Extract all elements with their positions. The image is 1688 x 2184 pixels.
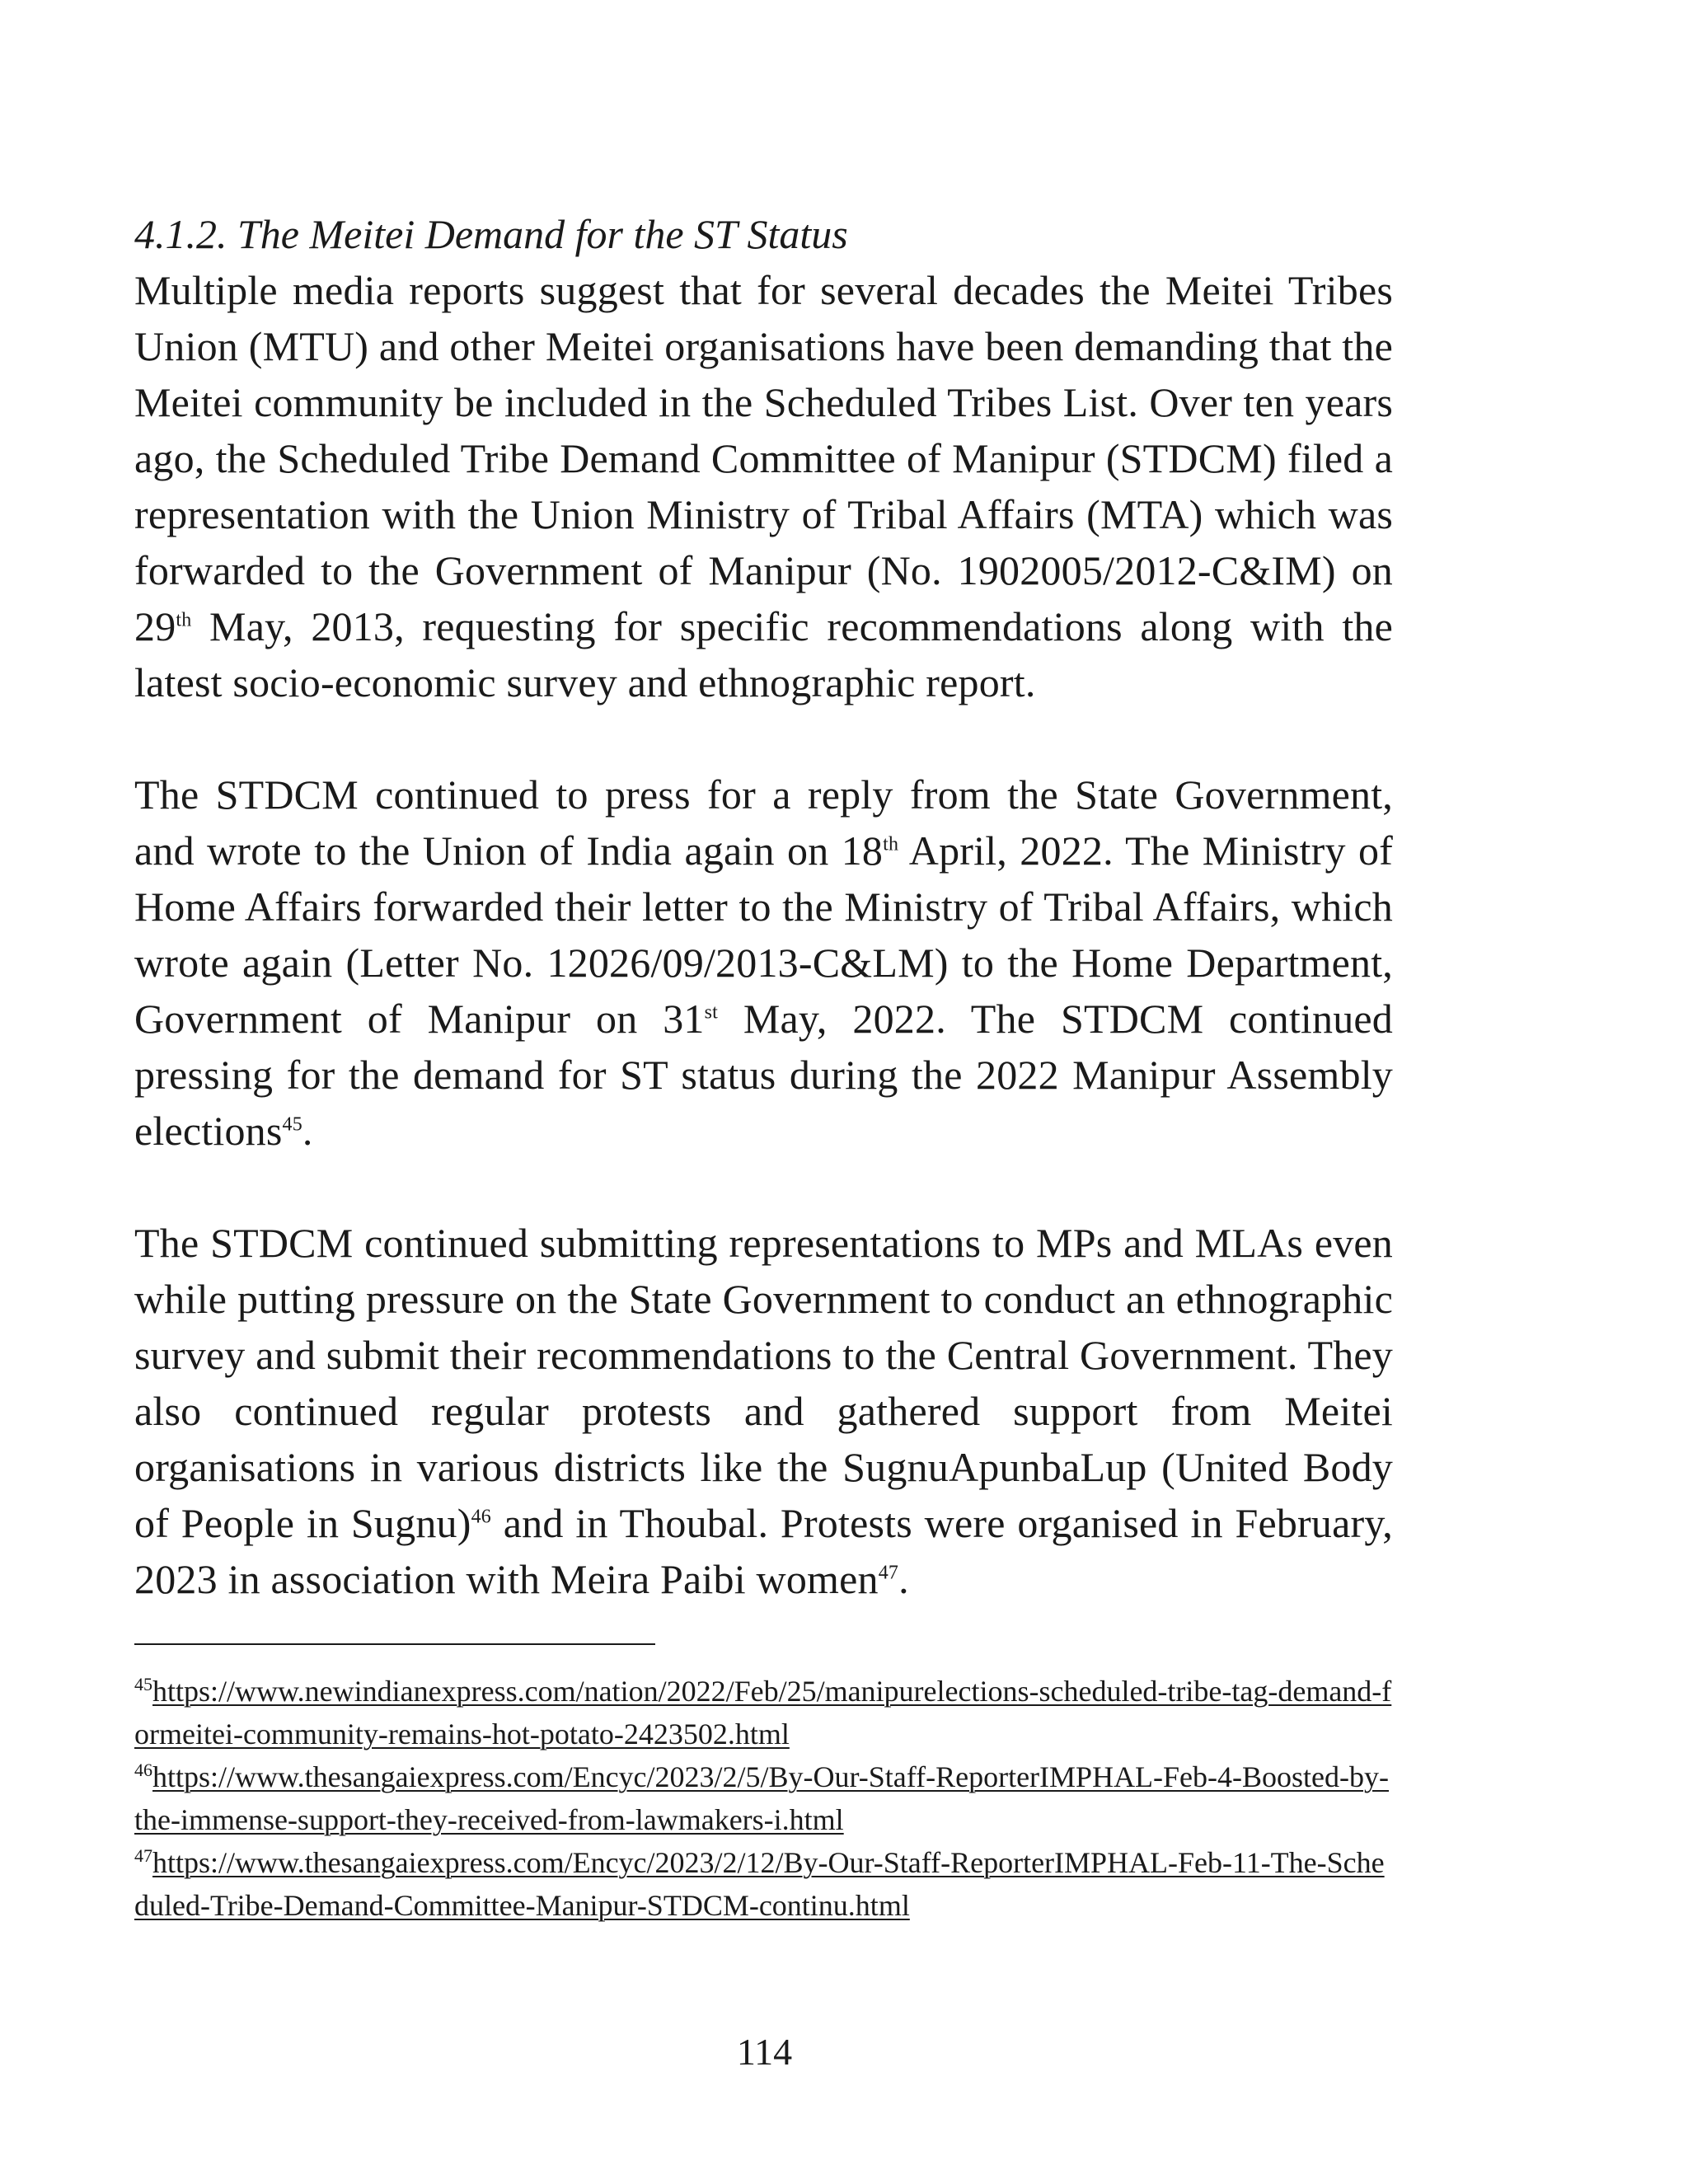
footnote-ref-47[interactable]: 47: [878, 1562, 899, 1584]
footnote-ref-45[interactable]: 45: [282, 1113, 302, 1136]
footnote-45: [134, 1670, 1393, 1755]
ordinal-suffix: st: [704, 1001, 719, 1024]
paragraph-1-text-a: Multiple media reports suggest that for several decades the Meitei Tribes Union (MTU) and other Meitei organisations have been demanding that the Meitei community be included in the Scheduled Tribes List. Over ten years ago, the Scheduled Tribe Demand Committee of Manipur (STDCM) filed a representation with the Union Ministry of Tribal Affairs (MTA) which was forwarded to the Government of Manipur (No. 1902005/2012-C&IM) on 29: [134, 267, 1393, 649]
paragraph-3-text-b: and in Thoubal. Protests were organised in February, 2023 in association with Meira Paibi women: [134, 1500, 1393, 1602]
ordinal-suffix: th: [883, 833, 899, 855]
paragraph-2-text-a: The STDCM continued to press for a reply from the State Government, and wrote to the Union of India again on 18: [134, 771, 1393, 874]
footnote-47: [134, 1841, 1393, 1927]
paragraph-2-text-b: April, 2022. The Ministry of Home Affairs forwarded their letter to the Ministry of Tribal Affairs, which wrote again (Letter No. 12026/09/2013-C&LM) to the Home Department, Government of Manipur on 31: [134, 827, 1393, 1042]
footnote-link[interactable]: https://www.thesangaiexpress.com/Encyc/2023/2/5/By-Our-Staff-ReporterIMPHAL-Feb-4-Boosted-by-the-immense-support-they-received-from-lawmakers-i.html: [134, 1760, 1389, 1836]
footnote-number: 47: [134, 1845, 152, 1866]
document-page: [134, 206, 1393, 1927]
paragraph-2-text-c: May, 2022. The STDCM continued pressing for the demand for ST status during the 2022 Manipur Assembly elections: [134, 996, 1394, 1154]
footnote-46: [134, 1755, 1393, 1841]
section-heading: 4.1.2. The Meitei Demand for the ST Status: [134, 211, 848, 257]
footnote-link[interactable]: https://www.newindianexpress.com/nation/2022/Feb/25/manipurelections-scheduled-tribe-tag-demand-formeitei-community-remains-hot-potato-2423502.html: [134, 1675, 1392, 1750]
ordinal-suffix: th: [176, 609, 192, 631]
paragraph-3-text-a: The STDCM continued submitting representations to MPs and MLAs even while putting pressure on the State Government to conduct an ethnographic survey and submit their recommendations to the Central Government. They also continued regular protests and gathered support from Meitei organisations in various districts like the SugnuApunbaLup (United Body of People in Sugnu): [134, 1220, 1393, 1546]
footnote-link[interactable]: https://www.thesangaiexpress.com/Encyc/2023/2/12/By-Our-Staff-ReporterIMPHAL-Feb-11-The-Scheduled-Tribe-Demand-Committee-Manipur-STDCM-continu.html: [134, 1846, 1385, 1922]
footnote-divider: [134, 1643, 655, 1645]
paragraph-2-text-d: .: [302, 1108, 313, 1154]
footnote-ref-46[interactable]: 46: [471, 1506, 491, 1528]
paragraph-3: [134, 1215, 1393, 1607]
page-number: 114: [736, 2031, 793, 2073]
paragraph-1: [134, 262, 1393, 710]
footnote-number: 46: [134, 1760, 152, 1780]
paragraph-1-text-b: May, 2013, requesting for specific recommendations along with the latest socio-economic survey and ethnographic report.: [134, 603, 1393, 705]
footnote-number: 45: [134, 1674, 152, 1694]
paragraph-2: [134, 766, 1393, 1159]
paragraph-3-text-c: .: [898, 1556, 909, 1602]
